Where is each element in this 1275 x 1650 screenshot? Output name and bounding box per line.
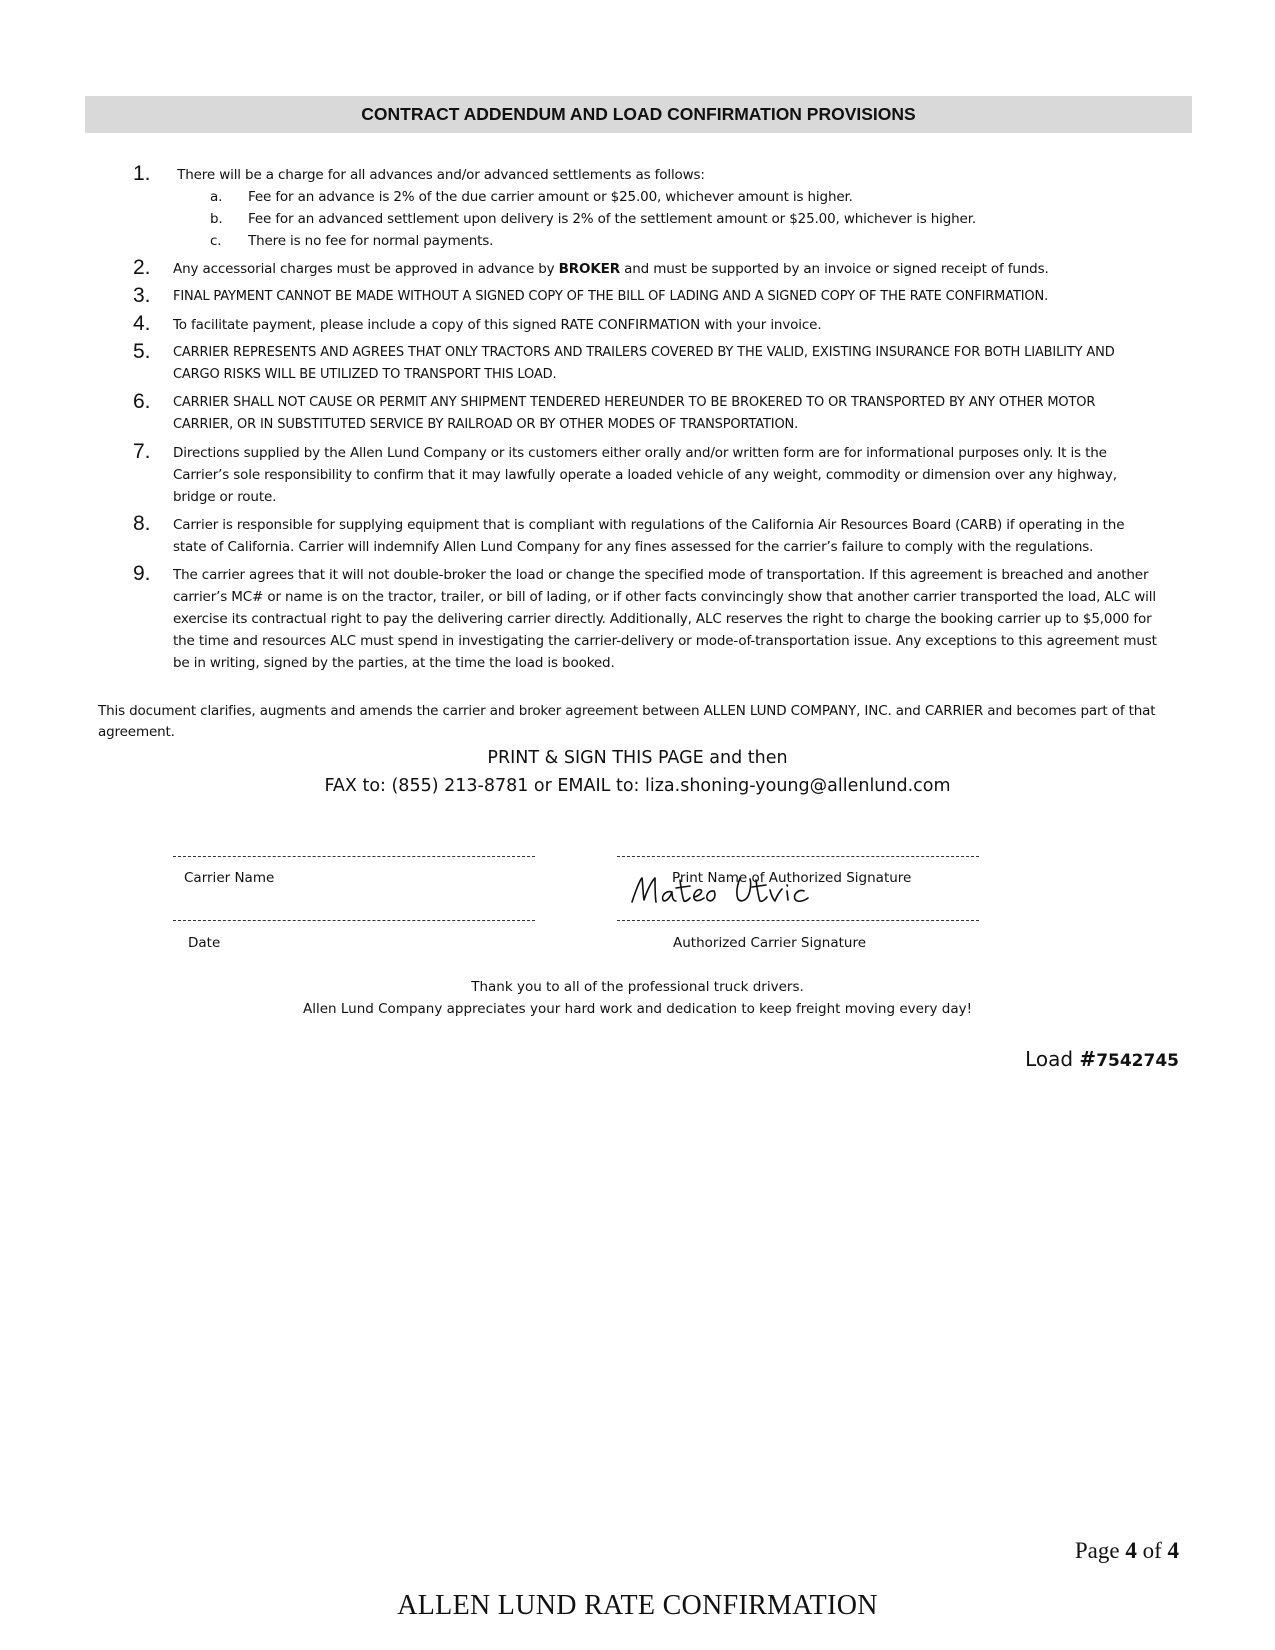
provision-number: 3.	[133, 284, 151, 307]
date-label: Date	[188, 935, 221, 951]
subitem-letter: a.	[210, 189, 223, 205]
provision-text-part: and must be supported by an invoice or signed receipt of funds.	[620, 261, 1049, 277]
provision-number: 1.	[133, 162, 151, 185]
provision-line: the time and resources ALC must spend in investigating the carrier-delivery or mode-of-transportation issue. Any exceptions to this agreement must	[173, 633, 1157, 649]
provision-line: carrier’s MC# or name is on the tractor, trailer, or bill of lading, or if other facts convincingly show that another carrier transported the load, ALC will	[173, 589, 1156, 605]
print-name-line	[617, 856, 979, 857]
load-hash: #	[1079, 1047, 1097, 1071]
provision-line: be in writing, signed by the parties, at the time the load is booked.	[173, 655, 615, 671]
thanks-line: Thank you to all of the professional truck drivers.	[471, 979, 804, 995]
load-label: Load	[1025, 1047, 1080, 1071]
provision-line: bridge or route.	[173, 489, 277, 505]
provision-line: CARRIER REPRESENTS AND AGREES THAT ONLY TRACTORS AND TRAILERS COVERED BY THE VALID, EXISTING INSURANCE FOR BOTH LIABILITY AND	[173, 345, 1115, 360]
subitem-text: Fee for an advance is 2% of the due carrier amount or $25.00, whichever amount is higher.	[248, 189, 853, 205]
load-number	[1025, 1047, 1179, 1071]
page-number	[1075, 1538, 1179, 1564]
carrier-name-line	[173, 856, 535, 857]
fax-email-instruction: FAX to: (855) 213-8781 or EMAIL to: liza.shoning-young@allenlund.com	[324, 776, 951, 796]
print-sign-instruction: PRINT & SIGN THIS PAGE and then	[487, 748, 788, 768]
page-prefix: Page	[1074, 1538, 1126, 1563]
provision-number: 2.	[133, 256, 151, 279]
subitem-letter: c.	[210, 233, 222, 249]
provision-line: Carrier is responsible for supplying equipment that is compliant with regulations of the California Air Resources Board (CARB) if operating in the	[173, 517, 1125, 533]
broker-bold: BROKER	[558, 261, 620, 277]
provision-number: 6.	[133, 390, 151, 413]
provision-line: state of California. Carrier will indemnify Allen Lund Company for any fines assessed for the carrier’s failure to comply with the regulations.	[173, 539, 1094, 555]
page-of: of	[1136, 1538, 1168, 1563]
provision-line: The carrier agrees that it will not double-broker the load or change the specified mode of transportation. If this agreement is breached and another	[173, 567, 1149, 583]
provision-line: Carrier’s sole responsibility to confirm that it may lawfully operate a loaded vehicle of any weight, commodity or dimension over any highway,	[173, 467, 1117, 483]
provision-text: There will be a charge for all advances and/or advanced settlements as follows:	[173, 167, 705, 183]
handwritten-signature	[628, 872, 838, 912]
provision-text-part: Any accessorial charges must be approved in advance by	[173, 261, 559, 277]
provision-number: 5.	[133, 340, 151, 363]
section-header: CONTRACT ADDENDUM AND LOAD CONFIRMATION PROVISIONS	[85, 96, 1192, 133]
provision-line: CARGO RISKS WILL BE UTILIZED TO TRANSPORT THIS LOAD.	[173, 367, 557, 382]
provision-line: CARRIER SHALL NOT CAUSE OR PERMIT ANY SHIPMENT TENDERED HEREUNDER TO BE BROKERED TO OR TRANSPORTED BY ANY OTHER MOTOR	[173, 395, 1096, 410]
clarification-line: agreement.	[98, 724, 175, 740]
print-name-label: Print Name of Authorized Signature	[672, 870, 912, 886]
subitem-letter: b.	[210, 211, 223, 227]
provision-number: 4.	[133, 312, 151, 335]
provision-text	[173, 258, 1173, 280]
provision-line: exercise its contractual right to pay the delivering carrier directly. Additionally, ALC reserves the right to charge the booking carrier up to $5,000 for	[173, 611, 1152, 627]
authorized-signature-label: Authorized Carrier Signature	[673, 935, 867, 951]
authorized-signature-line	[617, 920, 979, 921]
provision-line: Directions supplied by the Allen Lund Company or its customers either orally and/or written form are for informational purposes only. It is the	[173, 445, 1107, 461]
clarification-line: This document clarifies, augments and amends the carrier and broker agreement between ALLEN LUND COMPANY, INC. and CARRIER and becomes part of that	[98, 703, 1156, 719]
carrier-name-label: Carrier Name	[184, 870, 275, 886]
provision-text: To facilitate payment, please include a copy of this signed RATE CONFIRMATION with your invoice.	[173, 317, 822, 333]
page-total: 4	[1167, 1538, 1179, 1563]
provision-number: 7.	[133, 440, 151, 463]
subitem-text: There is no fee for normal payments.	[248, 233, 494, 249]
subitem-text: Fee for an advanced settlement upon delivery is 2% of the settlement amount or $25.00, whichever is higher.	[248, 211, 977, 227]
footer-title: ALLEN LUND RATE CONFIRMATION	[397, 1590, 878, 1621]
provision-number: 9.	[133, 562, 151, 585]
page-current: 4	[1125, 1538, 1137, 1563]
thanks-line: Allen Lund Company appreciates your hard work and dedication to keep freight moving every day!	[302, 1001, 972, 1017]
provision-text: FINAL PAYMENT CANNOT BE MADE WITHOUT A SIGNED COPY OF THE BILL OF LADING AND A SIGNED COPY OF THE RATE CONFIRMATION.	[173, 289, 1049, 304]
provision-number: 8.	[133, 512, 151, 535]
date-line	[173, 920, 535, 921]
load-value: 7542745	[1096, 1051, 1179, 1071]
provision-line: CARRIER, OR IN SUBSTITUTED SERVICE BY RAILROAD OR BY OTHER MODES OF TRANSPORTATION.	[173, 417, 799, 432]
clarification-paragraph	[98, 701, 1181, 743]
